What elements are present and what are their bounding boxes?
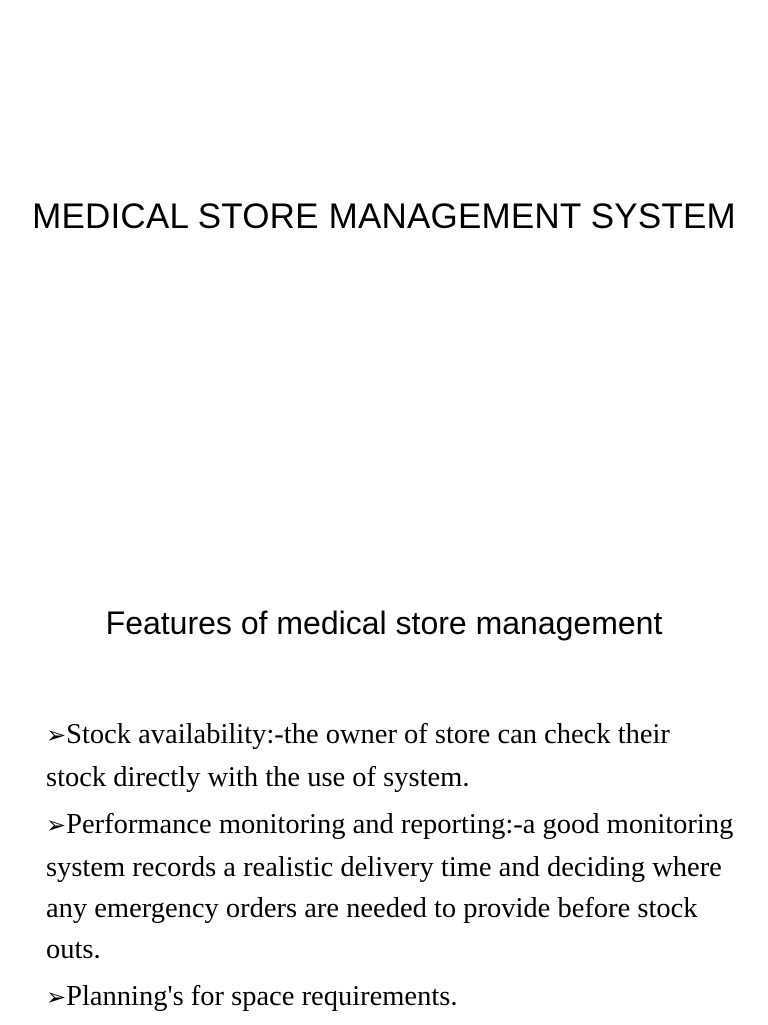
- arrow-bullet-icon: ➢: [46, 723, 67, 749]
- section-heading: Features of medical store management: [105, 605, 663, 641]
- feature-text: Planning's for space requirements.: [66, 981, 458, 1012]
- feature-item-stock-availability: [46, 714, 736, 798]
- features-list: [46, 714, 736, 1025]
- feature-text: Stock availability:-the owner of store can check their stock directly with the use of system.: [46, 719, 670, 793]
- feature-item-space-planning: [46, 976, 736, 1019]
- feature-item-performance-monitoring: [46, 804, 736, 970]
- arrow-bullet-icon: ➢: [46, 985, 67, 1011]
- feature-text: Performance monitoring and reporting:-a good monitoring system records a realistic delivery time and deciding where any emergency orders are needed to provide before stock outs.: [46, 809, 734, 965]
- arrow-bullet-icon: ➢: [46, 813, 67, 839]
- slide-title: MEDICAL STORE MANAGEMENT SYSTEM: [32, 197, 736, 236]
